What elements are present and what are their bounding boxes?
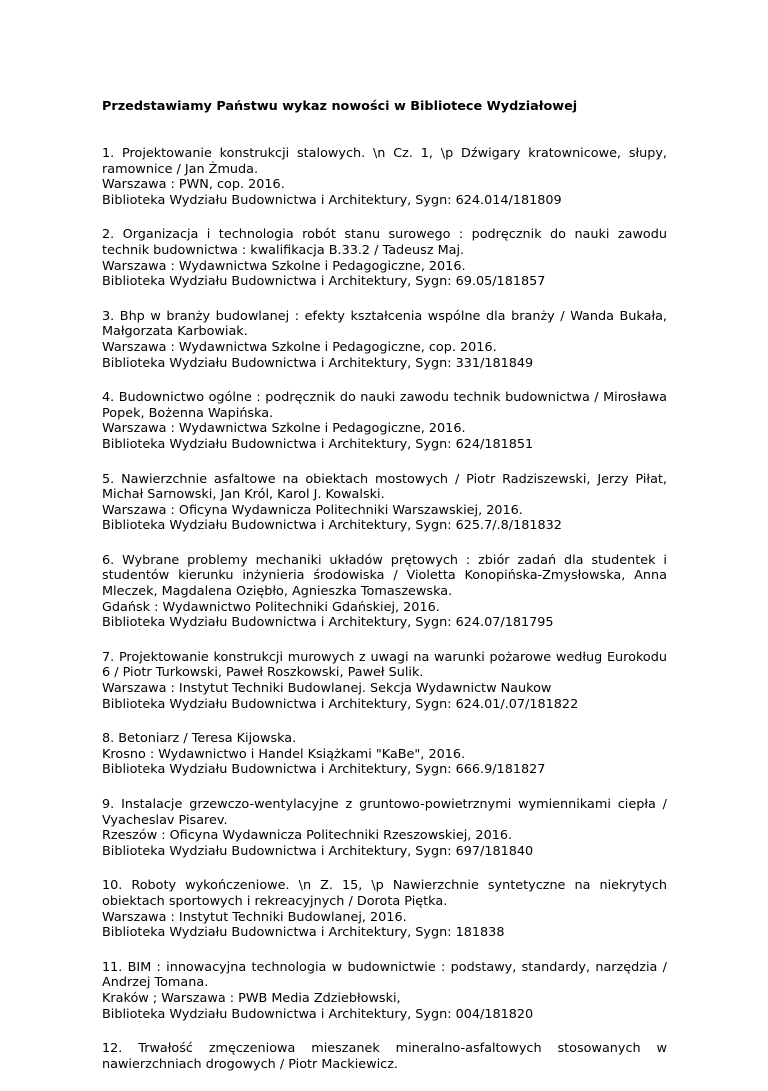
- entry-title: 9. Instalacje grzewczo-wentylacyjne z gruntowo-powietrznymi wymiennikami ciepła / Vyacheslav Pisarev.: [102, 797, 667, 828]
- entry-title: 4. Budownictwo ogólne : podręcznik do nauki zawodu technik budownictwa / Mirosława Popek, Bożenna Wapińska.: [102, 390, 667, 421]
- entry-publication: Warszawa : Instytut Techniki Budowlanej. Sekcja Wydawnictw Naukow: [102, 681, 552, 697]
- entry-title: 12. Trwałość zmęczeniowa mieszanek mineralno-asfaltowych stosowanych w nawierzchniach drogowych / Piotr Mackiewicz.: [102, 1041, 667, 1072]
- list-item: [102, 960, 667, 1022]
- entry-title: 6. Wybrane problemy mechaniki układów prętowych : zbiór zadań dla studentek i studentów kierunku inżynieria środowiska / Violetta Konopińska-Zmysłowska, Anna Mleczek, Magdalena Oziębło, Agnieszka Tomaszewska.: [102, 552, 667, 600]
- entry-publication: Krosno : Wydawnictwo i Handel Książkami "KaBe", 2016.: [102, 746, 466, 762]
- entry-title: 11. BIM : innowacyjna technologia w budownictwie : podstawy, standardy, narzędzia / Andrzej Tomana.: [102, 959, 667, 991]
- entry-title: 10. Roboty wykończeniowe. \n Z. 15, \p Nawierzchnie syntetyczne na niekrytych obiektach sportowych i rekreacyjnych / Dorota Piętka.: [102, 878, 667, 909]
- list-item: [102, 553, 667, 631]
- list-item: [102, 731, 667, 778]
- list-item: [102, 227, 667, 289]
- entry-title: 2. Organizacja i technologia robót stanu surowego : podręcznik do nauki zawodu technik budownictwa : kwalifikacja B.33.2 / Tadeusz Maj.: [102, 227, 667, 258]
- entry-publication: Warszawa : PWN, cop. 2016.: [102, 177, 285, 193]
- list-item: [102, 472, 667, 534]
- entry-location: Biblioteka Wydziału Budownictwa i Architektury, Sygn: 624.01/.07/181822: [102, 696, 579, 712]
- entry-location: Biblioteka Wydziału Budownictwa i Architektury, Sygn: 697/181840: [102, 843, 534, 859]
- entry-location: Biblioteka Wydziału Budownictwa i Architektury, Sygn: 625.7/.8/181832: [102, 518, 562, 534]
- entry-title: 7. Projektowanie konstrukcji murowych z uwagi na warunki pożarowe według Eurokodu 6 / Piotr Turkowski, Paweł Roszkowski, Paweł Sulik.: [102, 649, 667, 681]
- entry-publication: Warszawa : Wydawnictwa Szkolne i Pedagogiczne, cop. 2016.: [102, 339, 497, 355]
- entry-publication: Gdańsk : Wydawnictwo Politechniki Gdańskiej, 2016.: [102, 599, 440, 615]
- entry-publication: Warszawa : Wydawnictwa Szkolne i Pedagogiczne, 2016.: [102, 421, 466, 437]
- entry-publication: Warszawa : Wydawnictwa Szkolne i Pedagogiczne, 2016.: [102, 258, 466, 274]
- entry-title: 5. Nawierzchnie asfaltowe na obiektach mostowych / Piotr Radziszewski, Jerzy Piłat, Michał Sarnowski, Jan Król, Karol J. Kowalski.: [102, 471, 667, 503]
- entry-publication: Warszawa : Oficyna Wydawnicza Politechniki Warszawskiej, 2016.: [102, 502, 523, 518]
- entry-location: Biblioteka Wydziału Budownictwa i Architektury, Sygn: 666.9/181827: [102, 762, 546, 778]
- list-item: [102, 878, 667, 940]
- entry-title: 1. Projektowanie konstrukcji stalowych. \n Cz. 1, \p Dźwigary kratownicowe, słupy, ramownice / Jan Żmuda.: [102, 146, 667, 177]
- entry-location: Biblioteka Wydziału Budownictwa i Architektury, Sygn: 624.07/181795: [102, 615, 554, 631]
- entry-location: Biblioteka Wydziału Budownictwa i Architektury, Sygn: 004/181820: [102, 1006, 534, 1022]
- entry-location: Biblioteka Wydziału Budownictwa i Architektury, Sygn: 624/181851: [102, 436, 534, 452]
- entry-location: Biblioteka Wydziału Budownictwa i Architektury, Sygn: 624.014/181809: [102, 192, 562, 208]
- list-item: [102, 1041, 667, 1072]
- list-item: [102, 797, 667, 859]
- entry-publication: Kraków ; Warszawa : PWB Media Zdziebłowski,: [102, 990, 401, 1006]
- entry-location: Biblioteka Wydziału Budownictwa i Architektury, Sygn: 331/181849: [102, 355, 534, 371]
- entry-location: Biblioteka Wydziału Budownictwa i Architektury, Sygn: 69.05/181857: [102, 274, 546, 290]
- list-item: [102, 309, 667, 371]
- entry-title: 3. Bhp w branży budowlanej : efekty kształcenia wspólne dla branży / Wanda Bukała, Małgorzata Karbowiak.: [102, 308, 667, 340]
- new-books-list: [102, 146, 667, 1091]
- entry-title: 8. Betoniarz / Teresa Kijowska.: [102, 731, 297, 747]
- document-heading: Przedstawiamy Państwu wykaz nowości w Bibliotece Wydziałowej: [102, 99, 578, 114]
- list-item: [102, 650, 667, 712]
- entry-location: Biblioteka Wydziału Budownictwa i Architektury, Sygn: 181838: [102, 925, 505, 941]
- entry-publication: Warszawa : Instytut Techniki Budowlanej, 2016.: [102, 909, 407, 925]
- list-item: [102, 390, 667, 452]
- list-item: [102, 146, 667, 208]
- entry-publication: Rzeszów : Oficyna Wydawnicza Politechniki Rzeszowskiej, 2016.: [102, 828, 513, 844]
